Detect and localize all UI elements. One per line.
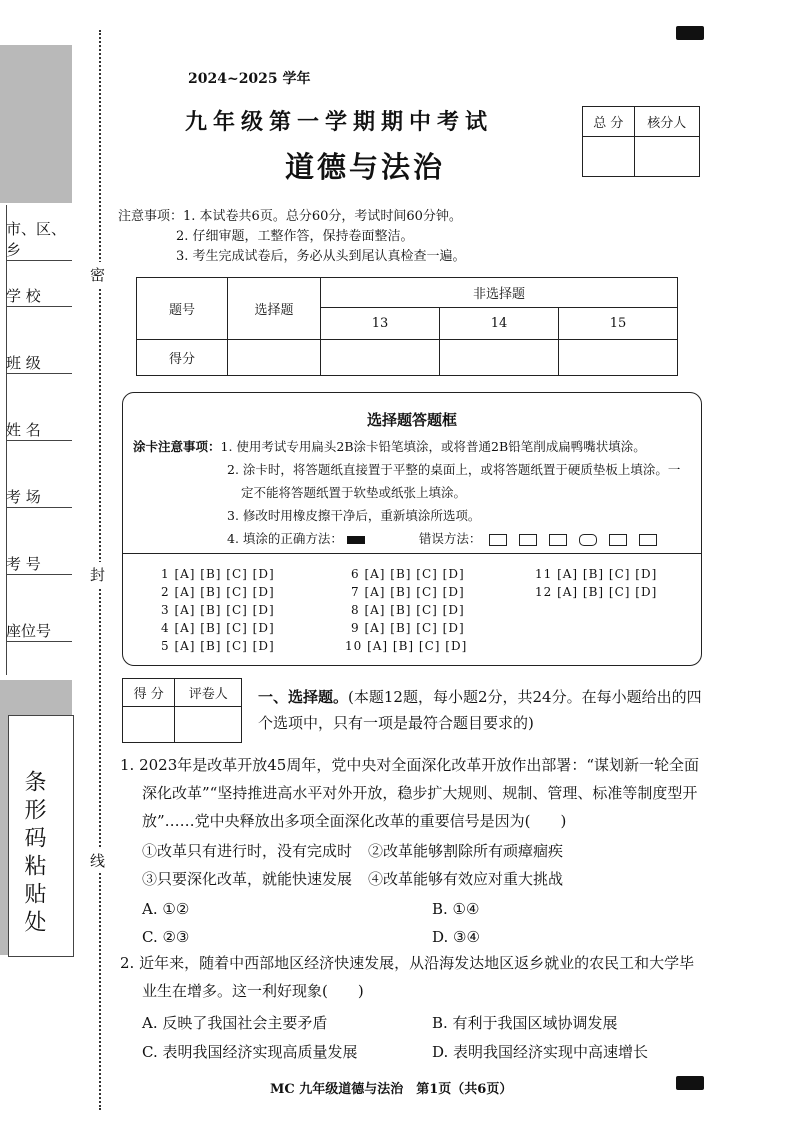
field-seat-number: 座位号	[6, 620, 72, 642]
grader-box	[122, 678, 242, 743]
grader-label: 评卷人	[175, 679, 242, 707]
field-district: 市、区、乡	[6, 218, 72, 261]
oval-fill-icon	[579, 534, 597, 546]
score-cell-15[interactable]	[559, 340, 678, 376]
reviewer-label: 核分人	[634, 107, 699, 137]
answer-row[interactable]: 9 [A] [B] [C] [D]	[351, 621, 465, 635]
corner-mark-top	[676, 26, 704, 40]
total-score-cell[interactable]	[583, 137, 635, 177]
answer-row[interactable]: 1 [A] [B] [C] [D]	[161, 567, 275, 581]
q1-statement-1: ①改革只有进行时，没有完成时	[142, 842, 353, 860]
section1-heading-line: 一、选择题。(本题12题，每小题2分，共24分。在每小题给出的四	[258, 688, 702, 706]
field-exam-number: 考 号	[6, 553, 72, 575]
answer-row[interactable]: 5 [A] [B] [C] [D]	[161, 639, 275, 653]
fill-note-3: 3. 修改时用橡皮擦干净后，重新填涂所选项。	[227, 508, 481, 523]
q2-line-2: 业生在增多。这一利好现象( )	[142, 982, 364, 1000]
fill-note-label: 涂卡注意事项：	[133, 439, 221, 454]
q2-option-b[interactable]: B. 有利于我国区域协调发展	[432, 1014, 618, 1032]
dot-fill-icon	[519, 534, 537, 546]
q1-statement-4: ④改革能够有效应对重大挑战	[368, 870, 564, 888]
fill-note-2: 2. 涂卡时，将答题纸直接置于平整的桌面上，或将答题纸置于硬质垫板上填涂。一	[227, 462, 681, 477]
q1-option-c[interactable]: C. ②③	[142, 928, 190, 946]
total-score-label: 总 分	[583, 107, 635, 137]
section1-heading: 一、选择题。	[258, 688, 349, 706]
score-table-q13: 13	[321, 308, 440, 340]
q1-statement-3: ③只要深化改革，就能快速发展	[142, 870, 353, 888]
score-table-choice: 选择题	[228, 278, 321, 340]
cross-fill-icon	[549, 534, 567, 546]
score-table	[136, 277, 678, 376]
score-table-col-label: 题号	[137, 278, 228, 340]
notice-line-1: 注意事项：1. 本试卷共6页。总分60分，考试时间60分钟。	[118, 209, 462, 224]
score-table-non-choice: 非选择题	[321, 278, 678, 308]
score-cell-choice[interactable]	[228, 340, 321, 376]
field-name: 姓 名	[6, 419, 72, 441]
q1-line-2: 深化改革”“坚持推进高水平对外开放，稳步扩大规则、规制、管理、标准等制度型开	[142, 784, 698, 802]
notice-line-3: 3. 考生完成试卷后，务必从头到尾认真检查一遍。	[176, 249, 466, 264]
seal-mark-mi: 密	[90, 262, 105, 287]
answer-row[interactable]: 6 [A] [B] [C] [D]	[351, 567, 465, 581]
reviewer-cell[interactable]	[634, 137, 699, 177]
answer-row[interactable]: 11 [A] [B] [C] [D]	[535, 567, 658, 581]
q2-option-c[interactable]: C. 表明我国经济实现高质量发展	[142, 1043, 358, 1061]
answer-row[interactable]: 2 [A] [B] [C] [D]	[161, 585, 275, 599]
grader-cell[interactable]	[175, 707, 242, 743]
binding-strip-top	[0, 45, 72, 203]
page-footer: MC 九年级道德与法治 第1页（共6页）	[270, 1082, 513, 1097]
notice-line-2: 2. 仔细审题，工整作答，保持卷面整洁。	[176, 229, 414, 244]
q1-line-1: 1. 2023年是改革开放45周年，党中央对全面深化改革开放作出部署：“谋划新一轮全面	[120, 756, 700, 774]
fill-note-1: 涂卡注意事项：1. 使用考试专用扁头2B涂卡铅笔填涂，或将普通2B铅笔削成扁鸭嘴状填涂。	[133, 439, 646, 454]
seal-mark-feng: 封	[90, 562, 105, 587]
score-table-q15: 15	[559, 308, 678, 340]
total-score-box	[582, 106, 700, 177]
checkmark-fill-icon	[489, 534, 507, 546]
q2-line-1: 2. 近年来，随着中西部地区经济快速发展，从沿海发达地区返乡就业的农民工和大学毕	[120, 954, 695, 972]
q1-option-d[interactable]: D. ③④	[432, 928, 480, 946]
answer-box-title: 选择题答题框	[366, 411, 457, 429]
answer-row[interactable]: 3 [A] [B] [C] [D]	[161, 603, 275, 617]
field-exam-room: 考 场	[6, 486, 72, 508]
exam-title: 九年级第一学期期中考试	[185, 109, 494, 135]
fill-note-2b: 定不能将答题纸置于软垫或纸张上填涂。	[241, 485, 467, 500]
q1-line-3: 放”……党中央释放出多项全面深化改革的重要信号是因为( )	[142, 812, 567, 830]
subject-title: 道德与法治	[285, 150, 446, 184]
q2-option-a[interactable]: A. 反映了我国社会主要矛盾	[142, 1014, 328, 1032]
partial-fill-icon	[609, 534, 627, 546]
answer-box-divider	[123, 553, 701, 554]
score-table-row-label: 得分	[137, 340, 228, 376]
q2-option-d[interactable]: D. 表明我国经济实现中高速增长	[432, 1043, 649, 1061]
wrong-method-label: 错误方法：	[418, 531, 482, 546]
answer-sheet-box	[122, 392, 702, 666]
score-table-q14: 14	[440, 308, 559, 340]
corner-mark-bottom	[676, 1076, 704, 1090]
field-class: 班 级	[6, 352, 72, 374]
barcode-label: 条形码粘贴处	[21, 770, 46, 938]
correct-fill-icon	[347, 536, 365, 544]
q1-statement-2: ②改革能够割除所有顽瘴痼疾	[368, 842, 564, 860]
fill-note-4: 4. 填涂的正确方法： 错误方法：	[227, 529, 661, 547]
answer-row[interactable]: 10 [A] [B] [C] [D]	[345, 639, 468, 653]
school-year: 2024~2025 学年	[188, 71, 311, 87]
answer-row[interactable]: 12 [A] [B] [C] [D]	[535, 585, 658, 599]
seal-mark-xian: 线	[90, 848, 105, 873]
slash-fill-icon	[639, 534, 657, 546]
answer-row[interactable]: 4 [A] [B] [C] [D]	[161, 621, 275, 635]
q1-option-b[interactable]: B. ①④	[432, 900, 480, 918]
grader-score-label: 得 分	[123, 679, 175, 707]
grader-score-cell[interactable]	[123, 707, 175, 743]
q1-option-a[interactable]: A. ①②	[142, 900, 190, 918]
notice-label: 注意事项：	[118, 209, 184, 224]
answer-row[interactable]: 7 [A] [B] [C] [D]	[351, 585, 465, 599]
score-cell-13[interactable]	[321, 340, 440, 376]
section1-desc: 个选项中，只有一项是最符合题目要求的)	[258, 714, 534, 732]
answer-row[interactable]: 8 [A] [B] [C] [D]	[351, 603, 465, 617]
field-school: 学 校	[6, 285, 72, 307]
score-cell-14[interactable]	[440, 340, 559, 376]
